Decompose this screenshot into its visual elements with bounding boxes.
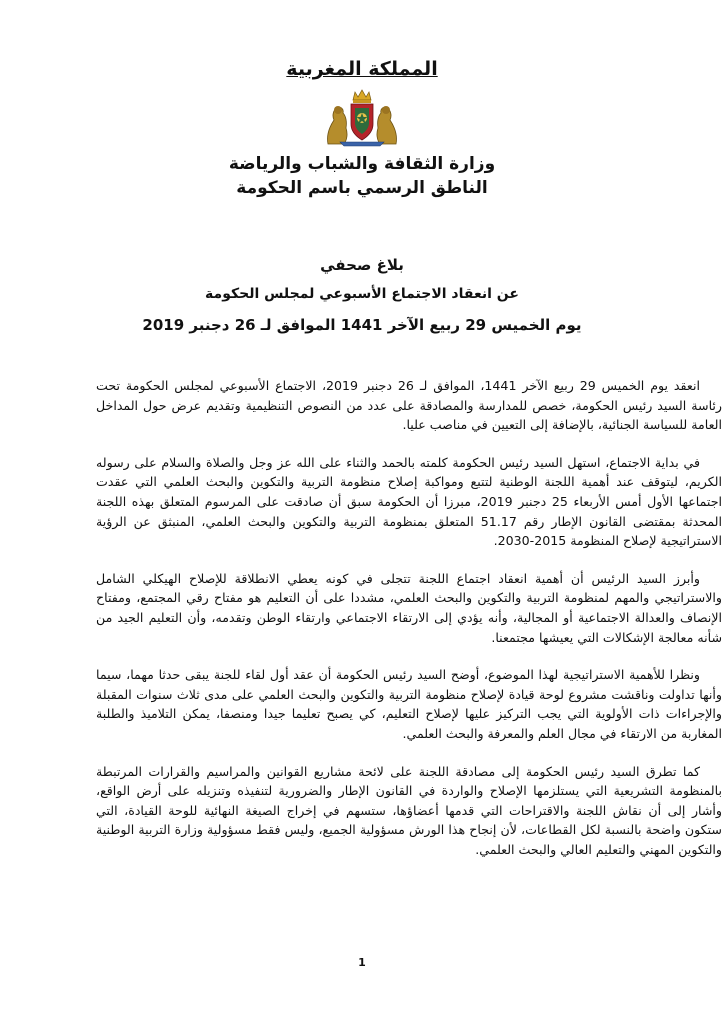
ministry-name: وزارة الثقافة والشباب والرياضة bbox=[228, 154, 496, 174]
paragraph: ونظرا للأهمية الاستراتيجية لهذا الموضوع، أوضح السيد رئيس الحكومة أن عقد أول لقاء للجنة يبقى حدثا مهما، سيما وأنها تداولت وناقشت مشروع لوحة قيادة لإصلاح منظومة التربية والتكوين والبحث العلمي على مدى ثلاث سنوات المقبلة والإجراءات ذات الأولوية التي يجب التركيز عليها لإصلاح التعليم، كي يصبح تعليما جيدا ومنصفا، يمكن التلاميذ والطلبة المغاربة من الارتقاء في مجال العلم والمعرفة والبحث العلمي. bbox=[96, 667, 722, 741]
page-number: 1 bbox=[358, 956, 366, 969]
ministry-block bbox=[0, 152, 724, 200]
paragraph: في بداية الاجتماع، استهل السيد رئيس الحكومة كلمته بالحمد والثناء على الله عز وجل والصلاة والسلام على رسوله الكريم، ليتوقف عند أهمية اللجنة الوطنية لتتبع ومواكبة إصلاح منظومة التربية والتكوين والبحث العلمي التي عقدت اجتماعها الأول أمس الأربعاء 25 دجنبر 2019، مبرزا أن الحكومة سبق أن صادقت على المرسوم المتعلق بهذه اللجنة المحدثة بمقتضى القانون الإطار رقم 51.17 المتعلق بمنظومة التربية والتكوين والبحث العلمي، المنبثق عن الرؤية الاستراتيجية لإصلاح المنظومة 2015-2030. bbox=[96, 454, 722, 549]
communique-subject: عن انعقاد الاجتماع الأسبوعي لمجلس الحكومة bbox=[205, 286, 519, 302]
paragraph: وأبرز السيد الرئيس أن أهمية انعقاد اجتماع اللجنة تتجلى في كونه يعطي الانطلاقة للإصلاح الهيكلي الشامل والاستراتيجي والمهم لمنظومة التربية والتكوين والبحث العلمي، مشددا على أن التعليم هو مفتاح رقي المجتمع، ومفتاح الإنصاف والعدالة الاجتماعية أو المجالية، وأنه يؤدي إلى الارتقاء الاجتماعي وارتقاء الوطن وتقدمه، وأن التعليم الجيد من شأنه معالجة الإشكالات التي يعيشها مجتمعنا. bbox=[96, 570, 722, 645]
spokesman-title: الناطق الرسمي باسم الحكومة bbox=[236, 178, 488, 198]
communique-title: بلاغ صحفي bbox=[320, 256, 404, 274]
communique-body bbox=[96, 376, 722, 877]
communique-date: يوم الخميس 29 ربيع الآخر 1441 الموافق لـ 26 دجنبر 2019 bbox=[142, 316, 582, 334]
kingdom-title: المملكة المغربية bbox=[286, 58, 438, 80]
royal-emblem-icon bbox=[322, 88, 402, 148]
paragraph: انعقد يوم الخميس 29 ربيع الآخر 1441، الموافق لـ 26 دجنبر 2019، الاجتماع الأسبوعي لمجلس الحكومة تحت رئاسة السيد رئيس الحكومة، خصص للمدارسة والمصادقة على عدد من النصوص التنظيمية وتقديم عرض حول المداخل العامة للسياسة الجنائية، بالإضافة إلى التعيين في مناصب عليا. bbox=[96, 378, 722, 433]
paragraph: كما تطرق السيد رئيس الحكومة إلى مصادقة اللجنة على لائحة مشاريع القوانين والمراسيم والقرارات المرتبطة بالمنظومة التشريعية التي يستلزمها الإصلاح والواردة في القانون الإطار والضرورية لتنفيذه وتنزيله على أرض الواقع، وأشار إلى أن نقاش اللجنة والاقتراحات التي قدمها أعضاؤها، ستسهم في إخراج الصيغة النهائية للوحة القيادة، التي ستكون واضحة بالنسبة لكل القطاعات، لأن إنجاح هذا الورش مسؤولية الجميع، وليس فقط مسؤولية وزارة التربية الوطنية والتكوين المهني والتعليم العالي والبحث العلمي. bbox=[96, 763, 722, 857]
